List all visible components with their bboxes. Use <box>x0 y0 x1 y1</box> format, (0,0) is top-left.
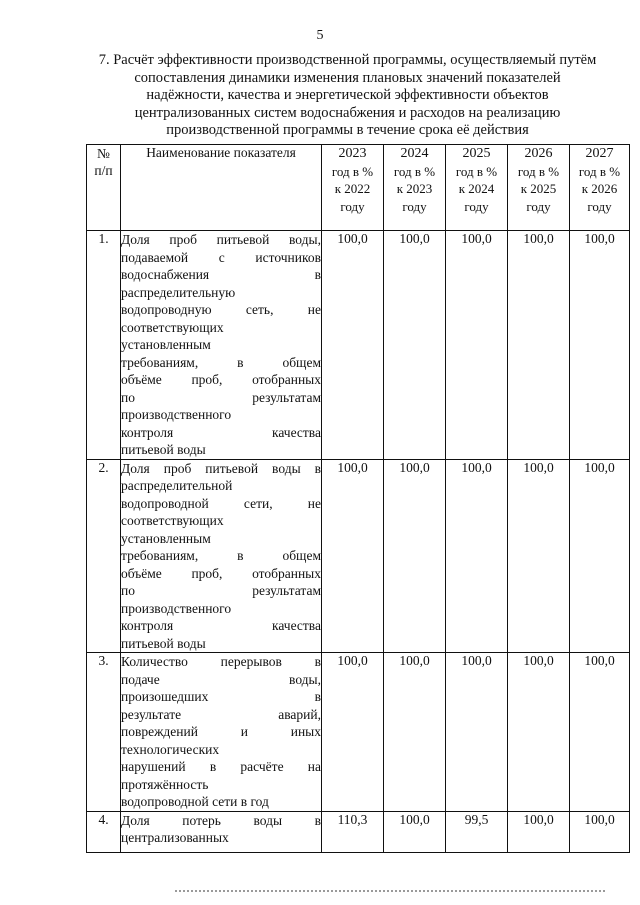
name-line: требованиям, в общем <box>121 548 321 563</box>
value-cell: 100,0 <box>446 459 508 653</box>
name-line: питьевой воды <box>121 442 206 457</box>
header-number <box>87 145 121 231</box>
name-line: по результатам <box>121 583 321 598</box>
name-line: соответствующих <box>121 319 224 335</box>
value-cell: 100,0 <box>570 459 630 653</box>
header-year: 2024 <box>400 146 429 161</box>
name-line: подаче воды, <box>121 671 321 687</box>
header-year-2025 <box>446 145 508 231</box>
row-number: 4. <box>87 811 121 852</box>
name-line: технологических <box>121 741 220 757</box>
table-header-row <box>87 145 630 231</box>
name-line: протяжённость <box>121 776 209 792</box>
name-line: установленным <box>121 530 211 546</box>
value-cell: 100,0 <box>508 231 570 460</box>
name-line: подаваемой с источников <box>121 249 321 265</box>
header-year: 2026 <box>524 146 553 161</box>
section-title <box>80 52 615 140</box>
header-year-line: год в % <box>517 163 560 179</box>
header-year-line: к 2023 <box>396 181 433 196</box>
value-cell: 110,3 <box>322 811 384 852</box>
header-year-line: год в % <box>393 163 436 179</box>
header-year-2026 <box>508 145 570 231</box>
name-line: Доля проб питьевой воды, <box>121 232 321 247</box>
indicator-name <box>121 811 322 852</box>
value-cell: 100,0 <box>384 653 446 812</box>
name-line: контроля качества <box>121 618 321 633</box>
name-line: производственного <box>121 600 232 616</box>
value-cell: 100,0 <box>322 653 384 812</box>
header-year-2023 <box>322 145 384 231</box>
value-cell: 100,0 <box>570 231 630 460</box>
table-row <box>87 811 630 852</box>
value-cell: 99,5 <box>446 811 508 852</box>
header-year-line: к 2025 <box>520 181 557 196</box>
title-line: сопоставления динамики изменения плановых значений показателей <box>134 69 561 86</box>
name-line: распределительную <box>121 284 236 300</box>
name-line: питьевой воды <box>121 635 206 651</box>
header-year-line: году <box>526 198 551 214</box>
indicators-table <box>86 144 630 853</box>
name-line: нарушений в расчёте на <box>121 759 321 774</box>
header-year-line: году <box>402 198 427 214</box>
value-cell: 100,0 <box>570 653 630 812</box>
value-cell: 100,0 <box>322 459 384 653</box>
name-line: водопроводной сети в год <box>121 794 269 809</box>
value-cell: 100,0 <box>384 811 446 852</box>
indicator-name <box>121 459 322 653</box>
name-line: объёме проб, отобранных <box>121 565 321 581</box>
row-number: 3. <box>87 653 121 812</box>
header-year-2027 <box>570 145 630 231</box>
header-year-line: к 2022 <box>334 181 371 196</box>
page-number: 5 <box>316 28 324 43</box>
indicator-name <box>121 231 322 460</box>
row-number: 2. <box>87 459 121 653</box>
name-line: повреждений и иных <box>121 724 321 739</box>
header-number-symbol: № <box>97 146 110 161</box>
header-year-2024 <box>384 145 446 231</box>
name-line: водоснабжения в <box>121 267 321 282</box>
row-number: 1. <box>87 231 121 460</box>
header-year: 2023 <box>338 146 367 161</box>
name-line: водопроводную сеть, не <box>121 302 321 317</box>
value-cell: 100,0 <box>570 811 630 852</box>
name-line: установленным <box>121 337 211 352</box>
value-cell: 100,0 <box>508 459 570 653</box>
name-line: производственного <box>121 407 232 422</box>
name-line: водопроводной сети, не <box>121 495 321 511</box>
name-line: распределительной <box>121 478 233 493</box>
name-line: произошедших в <box>121 689 321 704</box>
header-number-abbr: п/п <box>94 163 113 178</box>
scan-artifact-dots <box>175 888 605 892</box>
name-line: результате аварий, <box>121 706 321 722</box>
title-line: надёжности, качества и энергетической эффективности объектов <box>146 87 549 103</box>
header-indicator-name: Наименование показателя <box>121 145 322 231</box>
name-line: централизованных <box>121 830 229 845</box>
name-line: контроля качества <box>121 424 321 440</box>
value-cell: 100,0 <box>322 231 384 460</box>
title-line: 7. Расчёт эффективности производственной программы, осуществляемый путём <box>98 52 597 68</box>
name-line: Количество перерывов в <box>121 654 321 669</box>
name-line: Доля проб питьевой воды в <box>121 460 321 476</box>
name-line: по результатам <box>121 389 321 405</box>
value-cell: 100,0 <box>384 459 446 653</box>
title-line: централизованных систем водоснабжения и расходов на реализацию <box>134 104 561 121</box>
value-cell: 100,0 <box>446 653 508 812</box>
header-year-line: к 2024 <box>458 181 495 196</box>
table-row <box>87 231 630 460</box>
value-cell: 100,0 <box>508 653 570 812</box>
header-year: 2027 <box>585 146 614 161</box>
indicator-name <box>121 653 322 812</box>
name-line: объёме проб, отобранных <box>121 372 321 387</box>
value-cell: 100,0 <box>446 231 508 460</box>
header-year-line: году <box>340 198 365 214</box>
header-year-line: году <box>464 198 489 214</box>
name-line: соответствующих <box>121 513 224 528</box>
table-row <box>87 459 630 653</box>
header-year-line: год в % <box>331 163 374 179</box>
header-year-line: году <box>587 198 612 214</box>
header-year-line: год в % <box>455 163 498 179</box>
header-year-line: год в % <box>578 163 621 179</box>
value-cell: 100,0 <box>384 231 446 460</box>
header-year-line: к 2026 <box>581 181 618 196</box>
value-cell: 100,0 <box>508 811 570 852</box>
header-year: 2025 <box>462 146 491 161</box>
name-line: требованиям, в общем <box>121 354 321 370</box>
name-line: Доля потерь воды в <box>121 812 321 828</box>
title-line: производственной программы в течение срока её действия <box>166 122 529 138</box>
table-row <box>87 653 630 812</box>
